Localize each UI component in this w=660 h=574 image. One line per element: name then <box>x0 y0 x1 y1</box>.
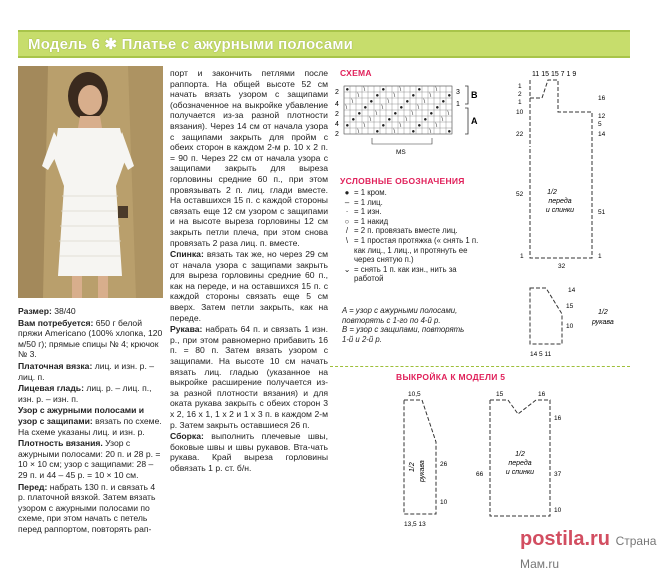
legend-title: УСЛОВНЫЕ ОБОЗНАЧЕНИЯ <box>340 176 465 186</box>
chart-cell-symbol: \ <box>351 99 354 105</box>
chart-cell-symbol: ● <box>351 117 356 123</box>
chart-cell-symbol: ● <box>393 111 398 117</box>
assembly-text: выполнить плечевые швы, боковые швы и швы рукавов. Вта-чать рукава. Край выреза горловины обвязать 1 р. ст. б/н. <box>170 431 328 473</box>
chart-label-a: A <box>471 116 478 126</box>
m5-front-top-1: 15 <box>496 391 504 398</box>
note-a-line1: A = узор с ажурными полосами, <box>342 306 458 315</box>
front-continued-text: порт и закончить петлями после раппорта. На общей высоте 52 см начать вязать узором с защипами (обозначенное на выкройке убавление получается из-за разной плотности вязания). Через 14 см от начала узора с защипами закрыть для пройм с обеих сторон в каждом 2-м р. 10 х 2 п. = 90 п. Через 22 см от начала узора с защипами закрыть для выреза горловины средние 60 п., при этом провязывать 2 п. лиц. глади вместе. На оставшихся 15 п. с каждой стороны связать еще 12 см узором с защипами и на высоте выреза горловины 12 см закрыть петли плеча, при этом снова провязать 2 раза лиц. п. вместе. <box>170 68 328 248</box>
note-b-line1: B = узор с защипами, повторять <box>342 325 465 334</box>
chart-cell-symbol: \ <box>387 99 390 105</box>
chart-cell-symbol: ● <box>411 129 416 135</box>
chart-cell-symbol: \ <box>447 111 450 117</box>
chart-cell-symbol: \ <box>381 105 384 111</box>
front-label-3: и спинки <box>545 207 575 214</box>
chart-cell-symbol: \ <box>393 129 396 135</box>
materials-text: 650 г белой пряжи Americano (100% хлопка, 120 м/50 г); прямые спицы № 4; крючок № 3. <box>18 317 163 360</box>
knitting-chart <box>332 80 482 164</box>
patterns-text: вязать по схеме. На схеме указаны лиц. и изн. р. <box>18 415 162 437</box>
m5-sleeve-label-1: 1/2 <box>409 462 416 472</box>
m5-sleeve-top: 10,5 <box>408 391 421 398</box>
legend-item <box>340 274 480 284</box>
chart-cell-symbol: ● <box>429 111 434 117</box>
chart-cell-symbol: ● <box>435 105 440 111</box>
legend-text: = 1 накид <box>354 216 389 226</box>
m5-front-right-1: 16 <box>554 415 562 422</box>
legend-symbol: · <box>345 207 349 217</box>
legend-text: = снять 1 п. как изн., нить за <box>354 264 457 274</box>
chart-cell-symbol: \ <box>423 99 426 105</box>
front-left-4: 10 <box>516 109 524 116</box>
note-a-line2: повторять с 1-го по 4-й р. <box>342 315 441 325</box>
gauge-text: Узор с ажурными полосами: 20 п. и 28 р. = 10 × 10 см; узор с защипами: 28 – 29 п. и 44 – 45 р. = 10 × 10 см. <box>18 438 161 480</box>
chart-label-b: B <box>471 90 478 100</box>
front-left-1: 1 <box>518 83 522 90</box>
m5-front-right-3: 10 <box>554 507 562 514</box>
front-right-1: 16 <box>598 95 606 102</box>
legend-item <box>340 236 480 246</box>
front-left-5: 22 <box>516 131 524 138</box>
m5-front-top-2: 16 <box>538 391 546 398</box>
legend-text: = 2 п. провязать вместе лиц. <box>354 226 458 236</box>
chart-cell-symbol: ● <box>375 129 380 135</box>
front-top-numbers: 11 15 15 7 1 9 <box>532 71 577 78</box>
legend-symbol: / <box>345 226 349 236</box>
front-left-2: 2 <box>518 91 522 98</box>
legend-symbol: ● <box>344 188 350 197</box>
chart-cell-symbol: ● <box>441 99 446 105</box>
m5-front-label-1: 1/2 <box>515 451 525 458</box>
chart-cell-symbol: \ <box>375 111 378 117</box>
legend-text: = 1 лиц. <box>354 197 383 207</box>
instructions-column-1 <box>18 306 164 535</box>
header-title: Модель 6 ✱ Платье с ажурными полосами <box>28 36 354 53</box>
front-label-2: переда <box>548 198 572 205</box>
m5-front-label-3: и спинки <box>505 469 535 476</box>
section-divider <box>330 366 630 367</box>
legend-symbol: – <box>344 197 350 207</box>
chart-row-4a: 4 <box>335 101 339 108</box>
chart-cell-symbol: \ <box>357 129 360 135</box>
front-right-4: 14 <box>598 131 606 138</box>
watermark-sub: Страна Мам.ru <box>520 534 657 571</box>
stockinette-text: лиц. р. – лиц. п., изн. р. – изн. п. <box>18 383 152 404</box>
m5-sleeve-label-2: рукава <box>419 460 426 482</box>
back-label: Спинка: <box>170 249 204 260</box>
legend-text: = 1 изн. <box>354 207 382 217</box>
chart-cell-symbol: ● <box>369 99 374 105</box>
chart-row-2b: 2 <box>335 111 339 118</box>
legend-symbol: ○ <box>344 216 350 226</box>
chart-cell-symbol: \ <box>399 123 402 129</box>
chart-right-1: 1 <box>456 101 460 108</box>
patterns-label: Узор с ажурными полосами и узор с защипами: <box>18 405 145 426</box>
front-right-5: 51 <box>598 209 606 216</box>
garter-label: Платочная вязка: <box>18 360 93 371</box>
legend-text: работой <box>354 274 384 284</box>
size-label: Размер: <box>18 306 52 316</box>
chart-cell-symbol: \ <box>363 123 366 129</box>
chart-cell-symbol: ● <box>399 105 404 111</box>
chart-cell-symbol: \ <box>429 129 432 135</box>
front-left-7: 1 <box>520 253 524 260</box>
sleeves-label: Рукава: <box>170 324 203 335</box>
chart-cell-symbol: \ <box>393 93 396 99</box>
chart-cell-symbol: ● <box>345 87 350 93</box>
model-photo <box>18 66 163 298</box>
chart-row-2c: 2 <box>335 131 339 138</box>
watermark-main: postila.ru <box>520 528 611 550</box>
sleeves-text: набрать 64 п. и связать 1 изн. р., при этом равномерно прибавить 16 п. = 80 п. Затем вязать узором с защипами. На высоте 10 см начать вязать лиц. гладью (указанное на выкройке расширение получается из-за разной плотности вязания) и для оката рукава закрыть с обеих сторон 3 х 2, 16 х 1, 1 х 2 и 1 х 3 п. в каждом 2-м р. Затем закрыть оставшиеся 26 п. <box>170 324 328 430</box>
legend-text: = 1 кром. <box>354 188 387 197</box>
chart-cell-symbol: ● <box>411 93 416 99</box>
gauge-label: Плотность вязания. <box>18 438 103 449</box>
legend-item <box>340 217 480 227</box>
m5-sleeve-side: 26 <box>440 461 448 468</box>
chart-cell-symbol: ● <box>375 93 380 99</box>
sleeve-label-2: рукава <box>592 319 614 326</box>
legend-item <box>340 226 480 236</box>
sleeve-top-number: 14 <box>568 287 576 294</box>
legend-item <box>340 207 480 217</box>
chart-cell-symbol: ● <box>381 123 386 129</box>
scheme-title: СХЕМА <box>340 68 372 78</box>
stockinette-label: Лицевая гладь: <box>18 383 84 394</box>
legend-item <box>340 198 480 208</box>
watermark <box>520 528 660 574</box>
front-bottom-number: 32 <box>558 263 566 270</box>
legend-item <box>340 188 480 198</box>
chart-cell-symbol: \ <box>405 117 408 123</box>
chart-cell-symbol: ● <box>423 117 428 123</box>
chart-cell-symbol: \ <box>369 117 372 123</box>
chart-cell-symbol: ● <box>357 111 362 117</box>
chart-cell-symbol: \ <box>435 87 438 93</box>
legend-item <box>340 246 480 256</box>
chart-cell-symbol: \ <box>399 87 402 93</box>
chart-cell-symbol: \ <box>435 123 438 129</box>
legend-text: = 1 простая протяжка (« снять 1 п. <box>354 235 479 245</box>
sleeve-label-1: 1/2 <box>598 309 608 316</box>
garter-text: лиц. и изн. р. – лиц. п. <box>18 360 154 382</box>
chart-cell-symbol: ● <box>417 87 422 93</box>
size-value: 38/40 <box>51 306 76 316</box>
chart-cell-symbol: \ <box>357 93 360 99</box>
sleeve-right-number: 15 <box>566 303 574 310</box>
chart-row-4b: 4 <box>335 121 339 128</box>
front-left-3: 1 <box>518 99 522 106</box>
note-b-line2: 1-й и 2-й р. <box>342 334 382 344</box>
chart-cell-symbol: \ <box>411 111 414 117</box>
legend-list <box>340 188 480 284</box>
m5-front-right-2: 37 <box>554 471 562 478</box>
instructions-column-2 <box>170 68 328 475</box>
materials-label: Вам потребуется: <box>18 317 94 328</box>
front-left-6: 52 <box>516 191 524 198</box>
chart-cell-symbol: ● <box>381 87 386 93</box>
chart-cell-symbol: ● <box>447 129 452 135</box>
model5-patterns <box>340 386 640 536</box>
chart-cell-symbol: ● <box>387 117 392 123</box>
chart-cell-symbol: \ <box>417 105 420 111</box>
chart-cell-symbol: \ <box>345 105 348 111</box>
page-header <box>18 30 630 58</box>
assembly-label: Сборка: <box>170 431 204 442</box>
front-label: Перед: <box>18 481 48 492</box>
chart-cell-symbol: ● <box>345 123 350 129</box>
chart-right-3: 3 <box>456 89 460 96</box>
chart-cell-symbol: \ <box>363 87 366 93</box>
m5-front-label-2: переда <box>508 460 532 467</box>
chart-cell-symbol: ● <box>363 105 368 111</box>
sleeve-bottom-numbers: 14 5 11 <box>530 351 552 358</box>
front-label-1: 1/2 <box>547 189 557 196</box>
legend-symbol: ⌄ <box>343 264 351 274</box>
front-right-3: 5 <box>598 121 602 128</box>
legend-item <box>340 265 480 275</box>
m5-front-left: 66 <box>476 471 484 478</box>
m5-sleeve-low: 10 <box>440 499 448 506</box>
front-right-6: 1 <box>598 253 602 260</box>
chart-cell-symbol: ● <box>417 123 422 129</box>
legend-notes <box>342 306 482 344</box>
back-text: вязать так же, но через 29 см от начала узора с защипами закрыть для выреза горловины средние 60 п., как на переде, и на оставшихся 15 п. с каждой стороны связать еще 5 см вверх. Затем петли закрыть, как на переде. <box>170 249 328 323</box>
chart-cell-symbol: \ <box>429 93 432 99</box>
sleeve-side-number: 10 <box>566 323 574 330</box>
model-photo-illustration <box>18 66 163 298</box>
legend-symbol: \ <box>345 235 349 245</box>
chart-row-2a: 2 <box>335 89 339 96</box>
legend-text: через снятую п.) <box>354 255 414 265</box>
sleeve-pattern <box>510 278 640 362</box>
chart-cell-symbol: ● <box>447 93 452 99</box>
m5-sleeve-bottom: 13,5 13 <box>404 521 426 528</box>
legend-item <box>340 255 480 265</box>
chart-cell-symbol: ● <box>405 99 410 105</box>
model5-title: ВЫКРОЙКА К МОДЕЛИ 5 <box>396 372 506 382</box>
chart-cell-symbol: \ <box>441 117 444 123</box>
front-back-pattern <box>500 66 640 280</box>
chart-rapport-label: MS <box>396 149 406 156</box>
legend-text: как лиц., 1 лиц., и протянуть ее <box>354 245 468 255</box>
front-text: набрать 130 п. и связать 4 р. платочной вязкой. Затем вязать узором с ажурными полосами по схеме, при этом начать с петель перед раппортом, повторять рап- <box>18 481 156 534</box>
front-right-2: 12 <box>598 113 606 120</box>
